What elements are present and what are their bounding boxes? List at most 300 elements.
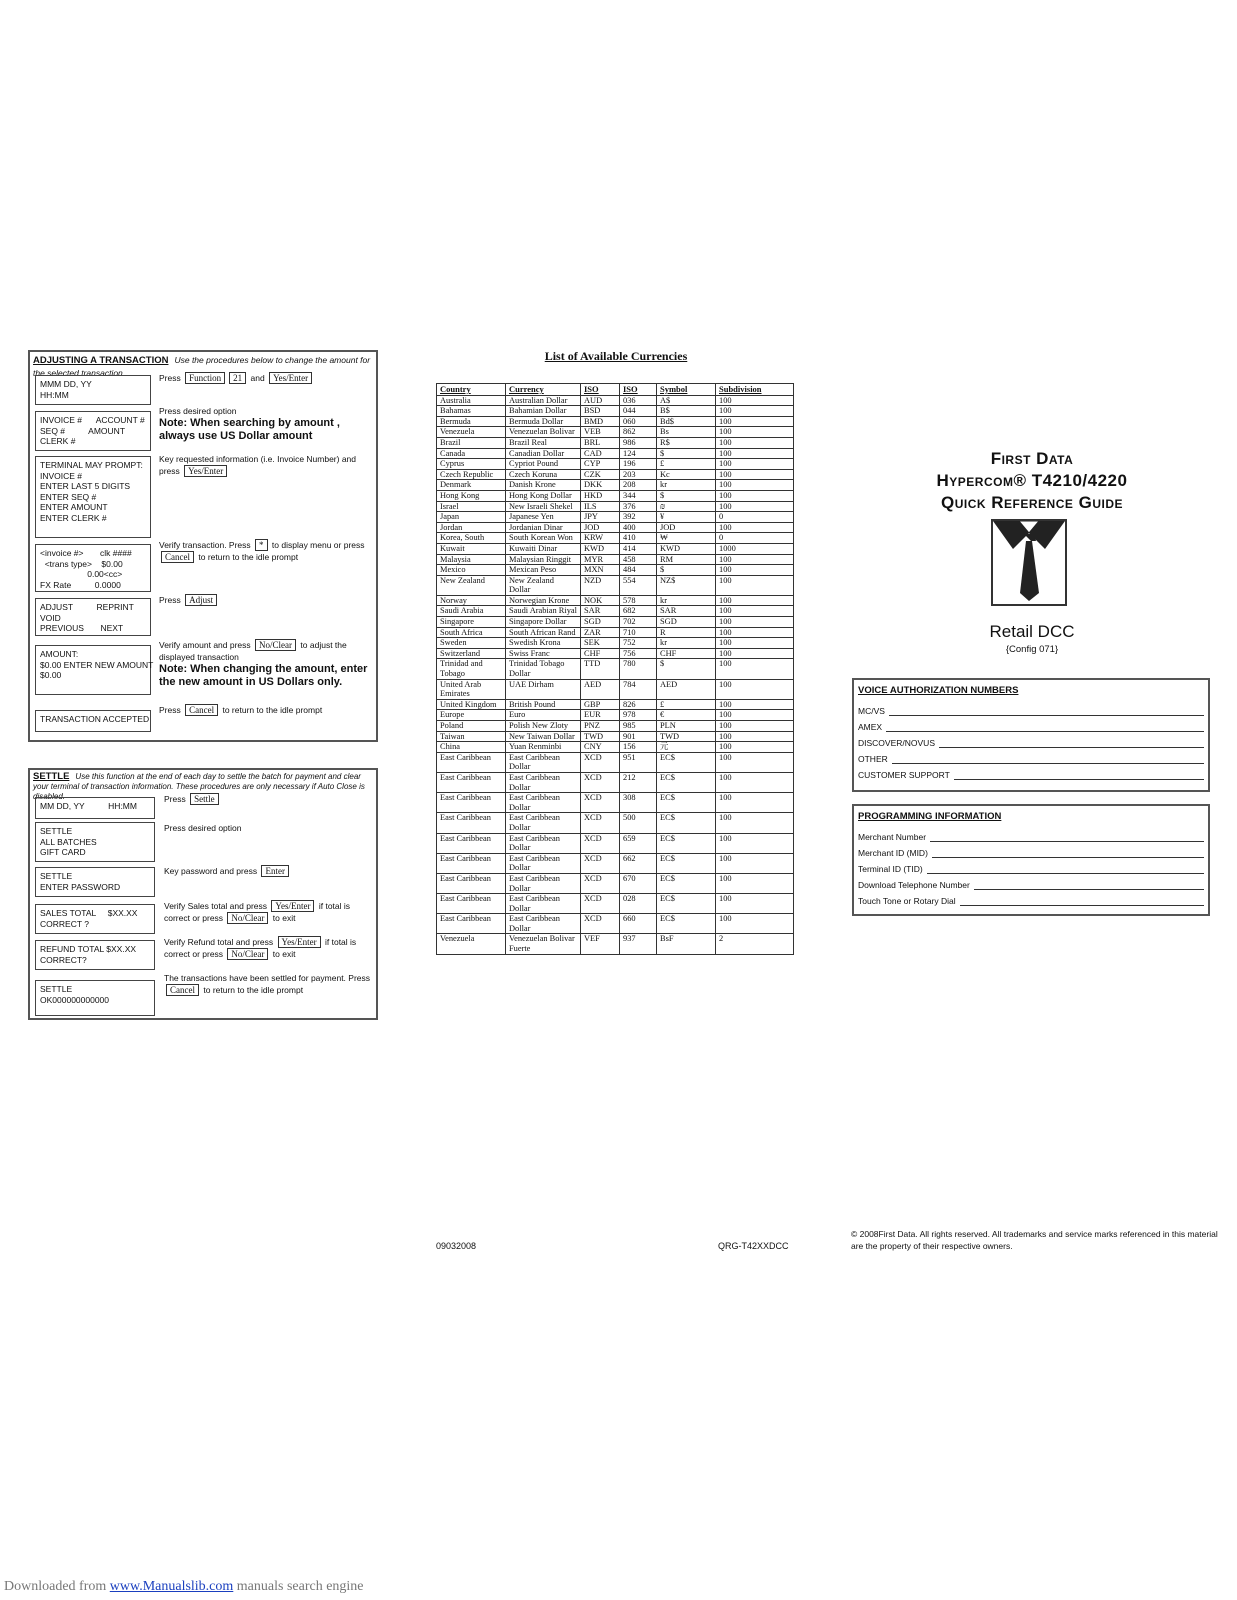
terminal-screen — [35, 598, 151, 636]
currency-cell: Venezuela — [437, 427, 506, 438]
step-instruction — [164, 972, 374, 996]
field-blank[interactable] — [954, 769, 1204, 780]
currency-cell: ILS — [581, 501, 620, 512]
currency-cell: 100 — [716, 606, 794, 617]
currency-cell: CYP — [581, 459, 620, 470]
instruction-text: The transactions have been settled for payment. Press — [164, 973, 371, 983]
currency-cell: 100 — [716, 873, 794, 893]
screen-line: SALES TOTAL $XX.XX — [40, 908, 138, 918]
currency-cell: AED — [657, 679, 716, 699]
terminal-screen — [35, 375, 151, 405]
currency-cell: XCD — [581, 894, 620, 914]
key-button[interactable]: Cancel — [185, 704, 218, 716]
cover-subtitle: Retail DCC — [989, 622, 1075, 641]
currency-cell: $ — [657, 448, 716, 459]
currency-cell: East Caribbean Dollar — [506, 813, 581, 833]
currency-cell: 100 — [716, 742, 794, 753]
screen-line: AMOUNT: — [40, 649, 79, 659]
key-button[interactable]: Yes/Enter — [184, 465, 227, 477]
column-header: ISO — [620, 384, 657, 396]
currency-cell: NOK — [581, 595, 620, 606]
key-button[interactable]: * — [255, 539, 268, 551]
currency-cell: East Caribbean — [437, 752, 506, 772]
currency-cell: East Caribbean Dollar — [506, 752, 581, 772]
terminal-screen — [35, 645, 154, 695]
key-button[interactable]: Yes/Enter — [278, 936, 321, 948]
currency-row — [437, 406, 794, 417]
currency-cell: $ — [657, 565, 716, 576]
currency-cell: East Caribbean — [437, 914, 506, 934]
currency-cell: 985 — [620, 721, 657, 732]
currency-cell: 100 — [716, 772, 794, 792]
currency-cell: 028 — [620, 894, 657, 914]
currency-cell: East Caribbean — [437, 772, 506, 792]
part-code: QRG-T42XXDCC — [718, 1241, 789, 1251]
currency-cell: 400 — [620, 522, 657, 533]
form-field — [858, 700, 1204, 716]
form-field — [858, 890, 1204, 906]
currency-cell: EC$ — [657, 752, 716, 772]
currency-cell: Kuwait — [437, 543, 506, 554]
step-instruction — [164, 900, 374, 924]
currency-cell: 212 — [620, 772, 657, 792]
currency-cell: Polish New Zloty — [506, 721, 581, 732]
currency-cell: Swiss Franc — [506, 648, 581, 659]
manualslib-link[interactable]: www.Manualslib.com — [109, 1579, 234, 1594]
currency-cell: 100 — [716, 914, 794, 934]
currency-cell: Hong Kong — [437, 490, 506, 501]
currency-cell: East Caribbean Dollar — [506, 873, 581, 893]
currency-cell: 100 — [716, 595, 794, 606]
currency-cell: 826 — [620, 699, 657, 710]
key-button[interactable]: Function — [185, 372, 225, 384]
screen-line: OK000000000000 — [40, 994, 110, 1005]
currency-row — [437, 565, 794, 576]
currency-cell: 862 — [620, 427, 657, 438]
currency-cell: Canada — [437, 448, 506, 459]
currency-row — [437, 480, 794, 491]
screen-line: PREVIOUS NEXT — [40, 623, 124, 633]
currency-cell: EC$ — [657, 894, 716, 914]
currency-cell: NZD — [581, 575, 620, 595]
key-button[interactable]: 21 — [229, 372, 246, 384]
step-instruction — [164, 936, 374, 960]
currency-cell: 100 — [716, 813, 794, 833]
currency-row — [437, 595, 794, 606]
column-header: Currency — [506, 384, 581, 396]
screen-line: MMM DD, YY — [40, 379, 92, 389]
currency-cell: New Israeli Shekel — [506, 501, 581, 512]
currency-cell: 100 — [716, 793, 794, 813]
currency-cell: $ — [657, 659, 716, 679]
currency-cell: JPY — [581, 512, 620, 523]
currency-cell: United Kingdom — [437, 699, 506, 710]
screen-line: INVOICE # — [40, 470, 83, 481]
currency-row — [437, 752, 794, 772]
instruction-text: Verify Sales total and press — [164, 901, 268, 911]
adjust-title: ADJUSTING A TRANSACTION — [33, 355, 169, 366]
currency-cell: kr — [657, 595, 716, 606]
currency-cell: 元 — [657, 742, 716, 753]
currency-cell: Taiwan — [437, 731, 506, 742]
currency-cell: NZ$ — [657, 575, 716, 595]
currency-cell: East Caribbean — [437, 793, 506, 813]
currency-cell: 100 — [716, 522, 794, 533]
currency-cell: Bs — [657, 427, 716, 438]
currency-cell: Danish Krone — [506, 480, 581, 491]
instruction-text: Verify amount and press — [159, 640, 251, 650]
currency-cell: £ — [657, 699, 716, 710]
instruction-text: to return to the idle prompt — [203, 985, 304, 995]
currency-row — [437, 894, 794, 914]
date-code: 09032008 — [436, 1241, 477, 1251]
currency-cell: RM — [657, 554, 716, 565]
step-instruction — [159, 453, 371, 477]
currency-cell: 100 — [716, 575, 794, 595]
screen-line: $0.00 — [40, 670, 62, 680]
field-blank[interactable] — [960, 895, 1204, 906]
step-instruction — [159, 539, 371, 563]
download-suffix: manuals search engine — [233, 1579, 364, 1594]
field-label: Merchant ID (MID) — [858, 848, 928, 858]
currency-row — [437, 427, 794, 438]
currency-cell: Yuan Renminbi — [506, 742, 581, 753]
currency-row — [437, 606, 794, 617]
currency-cell: XCD — [581, 914, 620, 934]
currency-row — [437, 490, 794, 501]
currency-cell: Venezuelan Bolivar Fuerte — [506, 934, 581, 954]
currency-cell: 100 — [716, 659, 794, 679]
field-label: OTHER — [858, 754, 888, 764]
currency-cell: VEF — [581, 934, 620, 954]
adjust-intro: Use the procedures below to change the amount for the selected transaction. — [33, 355, 371, 378]
cover-config: {Config 071} — [1005, 644, 1059, 655]
field-blank[interactable] — [892, 753, 1204, 764]
key-button[interactable]: No/Clear — [227, 948, 268, 960]
key-button[interactable]: No/Clear — [227, 912, 268, 924]
currency-cell: East Caribbean Dollar — [506, 853, 581, 873]
currency-row — [437, 833, 794, 853]
currency-cell: kr — [657, 480, 716, 491]
copyright-notice: © 2008First Data. All rights reserved. All trademarks and service marks referenced in this material are the property of their respective owners. — [851, 1229, 1218, 1251]
screen-line: HH:MM — [40, 389, 69, 400]
instruction-text: Verify transaction. Press — [159, 540, 251, 550]
currency-cell: Cypriot Pound — [506, 459, 581, 470]
currency-cell: 414 — [620, 543, 657, 554]
currency-cell: East Caribbean — [437, 833, 506, 853]
currency-row — [437, 710, 794, 721]
instruction-text: if total is correct or press — [164, 937, 357, 959]
key-button[interactable]: Enter — [261, 865, 289, 877]
currency-row — [437, 679, 794, 699]
screen-line: <invoice #> clk #### — [40, 548, 132, 558]
cover-title-block — [852, 448, 1212, 514]
screen-line: GIFT CARD — [40, 847, 86, 857]
currency-cell: 308 — [620, 793, 657, 813]
cover-title-line1: First Data — [990, 449, 1074, 468]
field-blank[interactable] — [974, 879, 1204, 890]
currency-cell: UAE Dirham — [506, 679, 581, 699]
note-text: Note: When searching by amount , always use US Dollar amount — [159, 417, 340, 442]
field-blank[interactable] — [932, 847, 1204, 858]
field-label: MC/VS — [858, 706, 885, 716]
currency-cell: 0 — [716, 512, 794, 523]
instruction-text: Press — [159, 595, 181, 605]
form-field — [858, 764, 1204, 780]
download-prefix: Downloaded from — [4, 1579, 110, 1594]
currency-cell: 100 — [716, 894, 794, 914]
currency-cell: KWD — [581, 543, 620, 554]
currency-cell: 036 — [620, 395, 657, 406]
currency-cell: Swedish Krona — [506, 638, 581, 649]
screen-line: ENTER CLERK # — [40, 512, 107, 523]
currency-cell: XCD — [581, 853, 620, 873]
currency-cell: East Caribbean Dollar — [506, 793, 581, 813]
currency-cell: 784 — [620, 679, 657, 699]
step-instruction — [159, 405, 371, 443]
currency-cell: 100 — [716, 459, 794, 470]
field-label: Download Telephone Number — [858, 880, 970, 890]
currency-cell: 100 — [716, 406, 794, 417]
currency-cell: South Africa — [437, 627, 506, 638]
currency-cell: B$ — [657, 406, 716, 417]
screen-line: ENTER PASSWORD — [40, 881, 121, 892]
field-label: Touch Tone or Rotary Dial — [858, 896, 956, 906]
instruction-text: Verify Refund total and press — [164, 937, 274, 947]
instruction-text: Press — [159, 705, 181, 715]
instruction-text: to exit — [272, 913, 296, 923]
currency-cell: East Caribbean Dollar — [506, 914, 581, 934]
field-blank[interactable] — [930, 831, 1204, 842]
terminal-screen — [35, 544, 151, 592]
currency-cell: China — [437, 742, 506, 753]
instruction-text: Press — [159, 373, 181, 383]
currency-row — [437, 659, 794, 679]
screen-line: SETTLE — [40, 826, 73, 836]
currency-cell: 484 — [620, 565, 657, 576]
download-footer — [4, 1579, 364, 1595]
form-field — [858, 748, 1204, 764]
currency-cell: 100 — [716, 490, 794, 501]
form-field — [858, 874, 1204, 890]
currency-cell: ¥ — [657, 512, 716, 523]
currency-cell: Mexico — [437, 565, 506, 576]
key-button[interactable]: Yes/Enter — [271, 900, 314, 912]
terminal-screen — [35, 456, 151, 538]
instruction-text: Press — [164, 794, 186, 804]
currency-cell: Czech Koruna — [506, 469, 581, 480]
key-button[interactable]: Settle — [190, 793, 219, 805]
screen-line: TRANSACTION ACCEPTED — [40, 714, 150, 724]
currency-row — [437, 617, 794, 628]
form-field — [858, 858, 1204, 874]
instruction-text: Key password and press — [164, 866, 258, 876]
currency-cell: SEK — [581, 638, 620, 649]
currency-cell: 100 — [716, 437, 794, 448]
settle-title: SETTLE — [33, 771, 70, 782]
currency-cell: 710 — [620, 627, 657, 638]
currency-cell: TWD — [657, 731, 716, 742]
currency-cell: 060 — [620, 416, 657, 427]
currency-row — [437, 512, 794, 523]
currency-cell: Malaysia — [437, 554, 506, 565]
currency-row — [437, 853, 794, 873]
currency-cell: 196 — [620, 459, 657, 470]
currency-cell: CAD — [581, 448, 620, 459]
key-button[interactable]: Yes/Enter — [269, 372, 312, 384]
currency-cell: East Caribbean — [437, 813, 506, 833]
currency-cell: 2 — [716, 934, 794, 954]
currency-cell: East Caribbean Dollar — [506, 894, 581, 914]
currency-cell: 682 — [620, 606, 657, 617]
currency-cell: A$ — [657, 395, 716, 406]
currency-cell: South African Rand — [506, 627, 581, 638]
note-text: Note: When changing the amount, enter the new amount in US Dollars only. — [159, 663, 368, 688]
field-blank[interactable] — [886, 721, 1204, 732]
currency-cell: 986 — [620, 437, 657, 448]
screen-line: CORRECT ? — [40, 918, 89, 929]
currency-cell: EC$ — [657, 873, 716, 893]
screen-line: ENTER LAST 5 DIGITS — [40, 481, 131, 491]
column-header: Symbol — [657, 384, 716, 396]
currency-cell: ₩ — [657, 533, 716, 544]
currency-cell: 702 — [620, 617, 657, 628]
currency-row — [437, 648, 794, 659]
currency-cell: Europe — [437, 710, 506, 721]
field-blank[interactable] — [927, 863, 1204, 874]
instruction-text: to return to the idle prompt — [198, 552, 299, 562]
currency-cell: 554 — [620, 575, 657, 595]
terminal-screen — [35, 710, 151, 732]
currency-cell: 100 — [716, 427, 794, 438]
currency-cell: Singapore — [437, 617, 506, 628]
currency-cell: 752 — [620, 638, 657, 649]
field-label: CUSTOMER SUPPORT — [858, 770, 950, 780]
screen-line: SETTLE — [40, 871, 73, 881]
instruction-text: if total is correct or press — [164, 901, 351, 923]
currency-cell: 756 — [620, 648, 657, 659]
currency-cell: 208 — [620, 480, 657, 491]
currency-cell: 500 — [620, 813, 657, 833]
currency-cell: EC$ — [657, 813, 716, 833]
step-instruction — [164, 865, 374, 877]
currency-cell: Australian Dollar — [506, 395, 581, 406]
field-label: Terminal ID (TID) — [858, 864, 923, 874]
currency-row — [437, 395, 794, 406]
currency-cell: Czech Republic — [437, 469, 506, 480]
currency-cell: 100 — [716, 853, 794, 873]
field-blank[interactable] — [939, 737, 1204, 748]
currency-cell: Kuwaiti Dinar — [506, 543, 581, 554]
currency-cell: XCD — [581, 752, 620, 772]
currency-cell: 458 — [620, 554, 657, 565]
currency-cell: Poland — [437, 721, 506, 732]
currency-cell: EC$ — [657, 914, 716, 934]
terminal-screen — [35, 904, 155, 934]
step-instruction — [164, 793, 374, 805]
currency-row — [437, 554, 794, 565]
currency-row — [437, 934, 794, 954]
currency-cell: £ — [657, 459, 716, 470]
column-header: Country — [437, 384, 506, 396]
currency-cell: XCD — [581, 813, 620, 833]
form-field — [858, 842, 1204, 858]
programming-information-title: PROGRAMMING INFORMATION — [858, 811, 1002, 822]
screen-line: SEQ # AMOUNT — [40, 425, 126, 436]
field-blank[interactable] — [889, 705, 1204, 716]
currency-row — [437, 914, 794, 934]
screen-line: $0.00 ENTER NEW AMOUNT — [40, 659, 154, 670]
key-button[interactable]: Adjust — [185, 594, 217, 606]
currency-row — [437, 501, 794, 512]
currency-row — [437, 575, 794, 595]
currency-row — [437, 437, 794, 448]
currency-row — [437, 873, 794, 893]
key-button[interactable]: Cancel — [161, 551, 194, 563]
currency-cell: Saudi Arabia — [437, 606, 506, 617]
key-button[interactable]: Cancel — [166, 984, 199, 996]
step-instruction — [164, 822, 374, 834]
currency-cell: KWD — [657, 543, 716, 554]
screen-line: FX Rate 0.0000 — [40, 579, 121, 590]
currency-cell: 100 — [716, 480, 794, 491]
currency-cell: East Caribbean Dollar — [506, 833, 581, 853]
currency-cell: 100 — [716, 638, 794, 649]
cover-title-line2: Hypercom® T4210/4220 — [936, 471, 1128, 490]
currency-cell: Kc — [657, 469, 716, 480]
currency-cell: HKD — [581, 490, 620, 501]
currency-cell: 100 — [716, 721, 794, 732]
currency-row — [437, 533, 794, 544]
screen-line: ENTER SEQ # — [40, 491, 97, 502]
currency-cell: Singapore Dollar — [506, 617, 581, 628]
currency-cell: DKK — [581, 480, 620, 491]
screen-line: CLERK # — [40, 436, 76, 446]
currency-cell: 100 — [716, 752, 794, 772]
step-instruction — [159, 372, 371, 384]
currency-cell: 100 — [716, 395, 794, 406]
instruction-text: Press desired option — [159, 406, 237, 416]
instruction-text: to adjust the displayed transaction — [159, 640, 347, 662]
currency-row — [437, 731, 794, 742]
terminal-screen — [35, 867, 155, 897]
currency-cell: Mexican Peso — [506, 565, 581, 576]
currency-row — [437, 459, 794, 470]
instruction-text: Key requested information (i.e. Invoice Number) and press — [159, 454, 357, 476]
currency-cell: 100 — [716, 554, 794, 565]
currency-cell: Cyprus — [437, 459, 506, 470]
form-field — [858, 716, 1204, 732]
currency-cell: EC$ — [657, 772, 716, 792]
currency-cell: Jordan — [437, 522, 506, 533]
key-button[interactable]: No/Clear — [255, 639, 296, 651]
currency-cell: CNY — [581, 742, 620, 753]
currency-row — [437, 416, 794, 427]
currency-cell: SAR — [581, 606, 620, 617]
column-header: ISO — [581, 384, 620, 396]
currency-cell: Trinidad and Tobago — [437, 659, 506, 679]
currency-cell: kr — [657, 638, 716, 649]
screen-line: SETTLE — [40, 984, 73, 994]
currency-cell: United Arab Emirates — [437, 679, 506, 699]
currency-cell: 670 — [620, 873, 657, 893]
instruction-text: Press desired option — [164, 823, 242, 833]
screen-line: VOID — [40, 612, 61, 623]
currency-cell: Bahamian Dollar — [506, 406, 581, 417]
currency-row — [437, 793, 794, 813]
currency-cell: MXN — [581, 565, 620, 576]
settle-intro: Use this function at the end of each day to settle the batch for payment and clear your terminal of transaction information. These procedures are only necessary if Auto Close is disabled. — [33, 772, 365, 801]
